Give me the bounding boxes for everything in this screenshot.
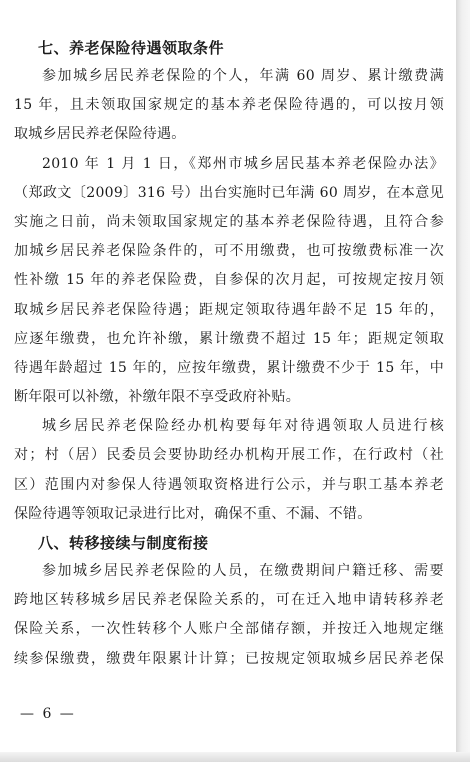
text-line: 参加城乡居民养老保险的个人，年满 60 周岁、累计缴费满 xyxy=(42,68,444,84)
page-number: — 6 — xyxy=(20,706,76,722)
paragraph xyxy=(14,557,444,674)
text-line: 跨地区转移城乡居民养老保险关系的，可在迁入地申请转移养老 xyxy=(14,592,444,609)
text-line: 性补缴 15 年的养老保险费，自参保的次月起，可按规定按月领 xyxy=(14,272,444,289)
text-line: 应逐年缴费，也允许补缴，累计缴费不超过 15 年；距规定领取 xyxy=(14,330,444,347)
text-line: 取城乡居民养老保险待遇；距规定领取待遇年龄不足 15 年的， xyxy=(14,301,444,318)
page-bottom-shadow xyxy=(0,752,470,762)
paragraph xyxy=(14,62,444,150)
text-line: 区）范围内对参保人待遇领取资格进行公示，并与职工基本养老 xyxy=(14,476,444,493)
text-line: （郑政文〔2009〕316 号）出台实施时已年满 60 周岁，在本意见 xyxy=(14,184,444,201)
text-line: 保险待遇等领取记录进行比对，确保不重、不漏、不错。 xyxy=(14,505,372,522)
text-line: 取城乡居民养老保险待遇。 xyxy=(14,126,186,143)
page-edge-shadow xyxy=(456,0,470,762)
text-line: 2010 年 1 月 1 日，《郑州市城乡居民基本养老保险办法》 xyxy=(42,155,444,172)
text-line: 断年限可以补缴，补缴年限不享受政府补贴。 xyxy=(14,389,300,406)
text-line: 城乡居民养老保险经办机构要每年对待遇领取人员进行核 xyxy=(42,418,444,435)
paragraph xyxy=(14,150,444,413)
text-line: 续参保缴费，缴费年限累计计算；已按规定领取城乡居民养老保 xyxy=(14,650,444,667)
section-heading: 七、养老保险待遇领取条件 xyxy=(38,39,225,57)
text-line: 对；村（居）民委员会要协助经办机构开展工作，在行政村（社 xyxy=(14,447,444,464)
paragraph xyxy=(14,412,444,529)
text-line: 保险关系，一次性转移个人账户全部储存额，并按迁入地规定继 xyxy=(14,621,444,638)
text-line: 15 年，且未领取国家规定的基本养老保险待遇的，可以按月领 xyxy=(14,97,444,114)
document-body xyxy=(14,34,444,674)
text-line: 参加城乡居民养老保险的人员，在缴费期间户籍迁移、需要 xyxy=(42,563,444,579)
text-line: 实施之日前，尚未领取国家规定的基本养老保险待遇，且符合参 xyxy=(14,213,444,230)
text-line: 待遇年龄超过 15 年的，应按年缴费，累计缴费不少于 15 年，中 xyxy=(14,359,444,376)
section-heading: 八、转移接续与制度衔接 xyxy=(38,534,209,552)
text-line: 加城乡居民养老保险条件的，可不用缴费，也可按缴费标准一次 xyxy=(14,243,444,260)
